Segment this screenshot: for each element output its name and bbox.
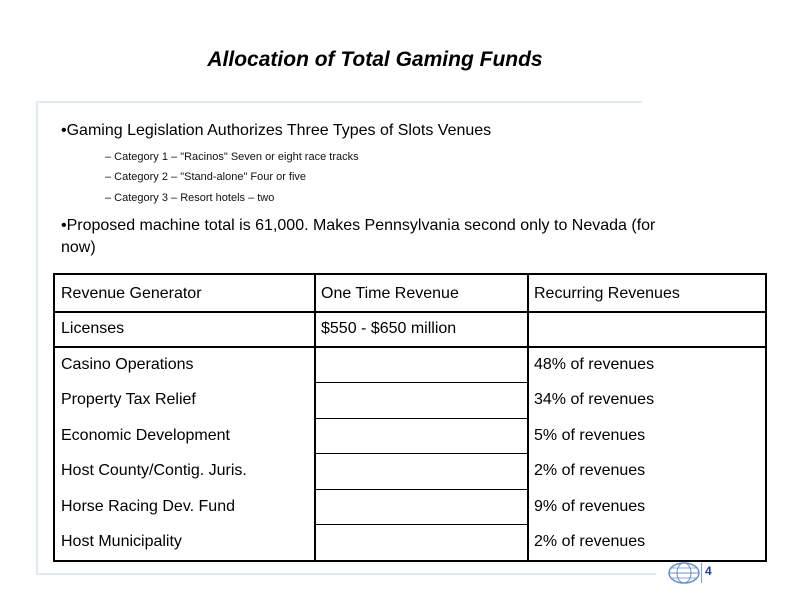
- row-divider: [314, 382, 529, 383]
- table-cell-recurring: 9% of revenues: [534, 498, 646, 515]
- table-cell-generator: Licenses: [61, 320, 125, 337]
- row-divider: [314, 524, 529, 525]
- header-one-time-revenue: One Time Revenue: [321, 285, 459, 302]
- slide-title: Allocation of Total Gaming Funds: [207, 48, 543, 71]
- page-number-divider: [701, 563, 702, 583]
- header-revenue-generator: Revenue Generator: [61, 285, 202, 302]
- frame-bottom-line: [36, 573, 656, 575]
- sub-item-category-1: – Category 1 – "Racinos" Seven or eight race tracks: [105, 151, 359, 163]
- table-cell-one-time: $550 - $650 million: [321, 320, 457, 337]
- frame-left-line: [36, 101, 38, 575]
- table-cell-recurring: 5% of revenues: [534, 427, 646, 444]
- empty-column-block: [316, 348, 527, 560]
- row-divider: [314, 418, 529, 419]
- table-cell-recurring: 48% of revenues: [534, 356, 655, 373]
- table-cell-generator: Host Municipality: [61, 533, 182, 550]
- frame-top-line: [36, 101, 642, 103]
- table-cell-generator: Horse Racing Dev. Fund: [61, 498, 235, 515]
- bullet-venue-types: •Gaming Legislation Authorizes Three Types of Slots Venues: [61, 122, 492, 139]
- table-cell-recurring: 2% of revenues: [534, 533, 646, 550]
- table-cell-recurring: 34% of revenues: [534, 391, 655, 408]
- header-recurring-revenues: Recurring Revenues: [534, 285, 680, 302]
- table-cell-generator: Property Tax Relief: [61, 391, 196, 408]
- globe-logo-icon: [667, 562, 701, 584]
- bullet-machine-total: •Proposed machine total is 61,000. Makes Pennsylvania second only to Nevada (for now): [61, 217, 656, 256]
- revenue-table: [53, 273, 767, 562]
- table-cell-recurring: 2% of revenues: [534, 462, 646, 479]
- sub-item-category-3: – Category 3 – Resort hotels – two: [105, 192, 275, 204]
- table-cell-generator: Host County/Contig. Juris.: [61, 462, 247, 479]
- sub-item-category-2: – Category 2 – "Stand-alone" Four or five: [105, 171, 307, 183]
- row-divider: [527, 346, 765, 348]
- row-divider: [314, 453, 529, 454]
- table-cell-generator: Casino Operations: [61, 356, 194, 373]
- page-number: 4: [705, 564, 712, 578]
- table-cell-generator: Economic Development: [61, 427, 230, 444]
- row-divider: [314, 489, 529, 490]
